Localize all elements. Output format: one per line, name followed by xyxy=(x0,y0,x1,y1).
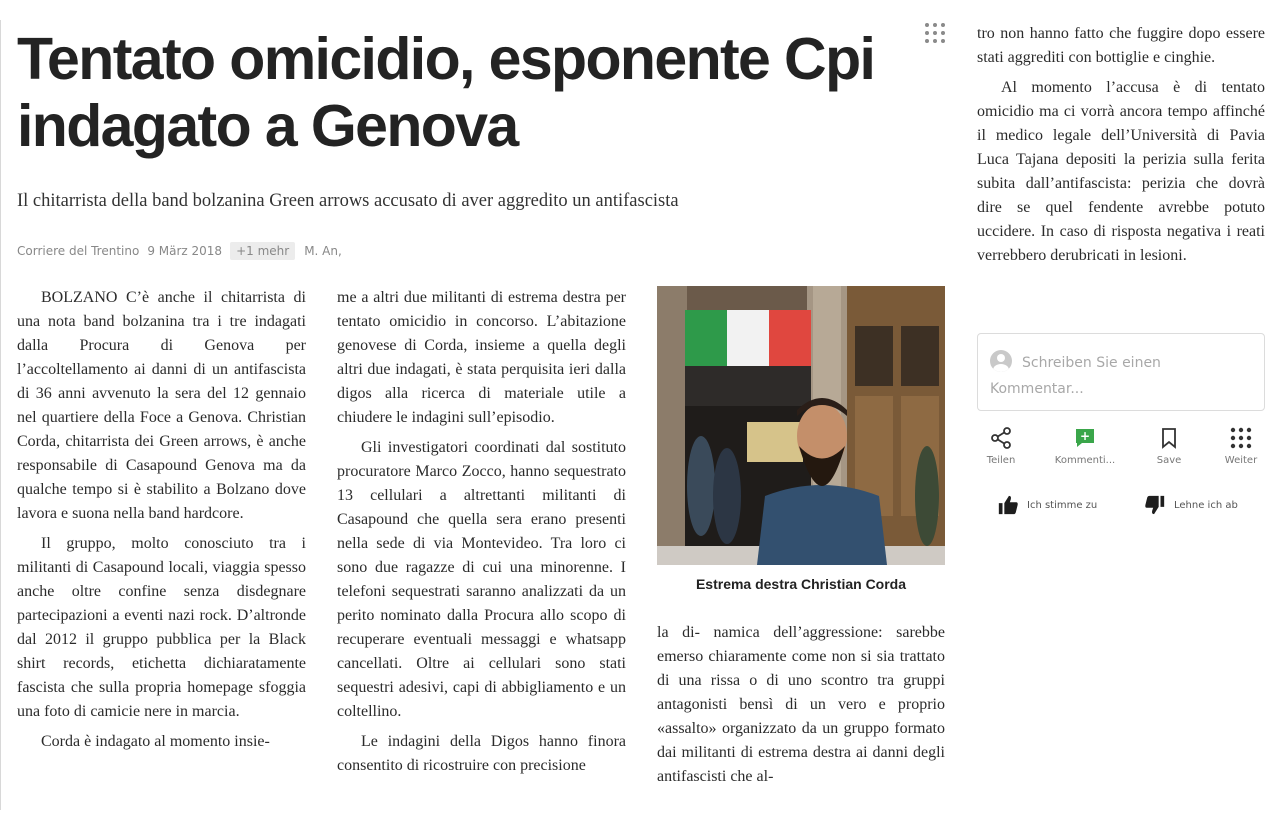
paragraph: BOLZANO C’è anche il chitarrista di una nota band bolzanina tra i tre indagati dalla Procura di Genova per l’accoltellamento ai danni di un antifascista di 36 anni avvenuto la sera del 12 gennaio nel quartiere della Foce a Genova. Christian Corda, chitarrista dei Green arrows, è anche responsabile di Casapound Genova ma da qualche tempo si è stabilito a Bolzano dove lavora e suona nella band hardcore. xyxy=(17,289,306,522)
paragraph: Gli investigatori coordinati dal sostituto procuratore Marco Zocco, hanno sequestrato 13 cellulari a altrettanti militanti di Casapound che quella sera erano presenti nella sede di via Montevideo. Tra loro ci sono due ragazze di cui una minorenne. I telefoni sequestrati saranno analizzati da un perito nominato dalla Procura allo scopo di recuperare eventuali messaggi e whatsapp cancellati. Oltre ai cellulari sono stati sequestri adesivi, capi di abbigliamento e un coltellino. xyxy=(337,439,626,720)
more-sources-button[interactable]: +1 mehr xyxy=(230,242,295,260)
author-name: M. An, xyxy=(304,244,342,258)
save-button[interactable] xyxy=(1135,426,1203,466)
article-column-1 xyxy=(17,286,306,760)
flag-green xyxy=(685,310,727,366)
comments-label: Kommenti... xyxy=(1054,455,1116,466)
agree-label: Ich stimme zu xyxy=(1027,499,1098,511)
photo-caption: Estrema destra Christian Corda xyxy=(695,576,907,592)
save-label: Save xyxy=(1156,455,1182,466)
flag-white xyxy=(727,310,769,366)
comment-plus-icon xyxy=(1073,426,1097,450)
thumbs-down-icon xyxy=(1144,494,1166,516)
comments-button[interactable] xyxy=(1051,426,1119,466)
photo-illustration xyxy=(657,286,945,565)
share-icon xyxy=(989,426,1013,450)
action-bar xyxy=(977,426,1265,472)
grid-more-icon xyxy=(1229,426,1253,450)
paragraph: me a altri due militanti di estrema destra per tentato omicidio in concorso. L’abitazione genovese di Corda, insieme a quella degli altri due indagati, è stata perquisita ieri dalla digos alla ricerca di materiale utile a chiudere le indagini sull’episodio. xyxy=(337,289,626,426)
paragraph: Al momento l’accusa è di tentato omicidio ma ci vorrà ancora tempo affinché il medico legale dell’Università di Pavia Luca Tajana depositi la perizia sulla ferita subita dall’antifascista: perizia che dovrà dire se quel fendente avrebbe potuto uccidere. In caso di risposta negativa i reati verrebbero derubricati in lesioni. xyxy=(977,79,1265,264)
article-subtitle: Il chitarrista della band bolzanina Green arrows accusato di aver aggredito un antifascista xyxy=(17,191,679,211)
more-button[interactable] xyxy=(1207,426,1267,466)
paragraph: Il gruppo, molto conosciuto tra i militanti di Casapound locali, viaggia spesso anche oltre confine senza disdegnare partecipazioni a eventi nazi rock. D’altronde dal 2012 il gruppo pubblica per la Black shirt records, etichetta dichiaratamente fascista che sulla propria homepage sfoggia una foto di camicie nere in marcia. xyxy=(17,535,306,720)
flag-red xyxy=(769,310,811,366)
more-label: Weiter xyxy=(1224,455,1258,466)
comments-count: + xyxy=(1079,429,1091,443)
comment-input[interactable] xyxy=(977,333,1265,411)
comment-placeholder: Schreiben Sie einen Kommentar... xyxy=(990,355,1161,397)
article-meta xyxy=(17,241,350,261)
article-photo[interactable] xyxy=(657,286,945,565)
paragraph: la di- namica dell’aggressione: sarebbe emerso chiaramente come non si sia trattato di una rissa o di uno scontro tra gruppi antagonisti bensì di un vero e proprio «assalto» organizzato da un gruppo formato dai militanti di estrema destra ai danni degli antifascisti che al- xyxy=(657,624,945,785)
article-column-3 xyxy=(657,621,945,795)
article-title: Tentato omicidio, esponente Cpi indagato a Genova xyxy=(17,26,875,159)
disagree-label: Lehne ich ab xyxy=(1174,499,1238,511)
publish-date: 9 März 2018 xyxy=(147,244,223,258)
drag-grid-icon[interactable] xyxy=(924,22,946,44)
disagree-button[interactable] xyxy=(1144,494,1238,516)
thumbs-up-icon xyxy=(997,494,1019,516)
paragraph: tro non hanno fatto che fuggire dopo essere stati aggrediti con bottiglie e cinghie. xyxy=(977,25,1265,66)
source-name[interactable]: Corriere del Trentino xyxy=(17,244,140,258)
paragraph: Le indagini della Digos hanno finora consentito di ricostruire con precisione xyxy=(337,733,626,774)
share-button[interactable] xyxy=(967,426,1035,466)
article-column-2 xyxy=(337,286,626,784)
share-label: Teilen xyxy=(986,455,1016,466)
agree-button[interactable] xyxy=(997,494,1097,516)
article-column-4 xyxy=(977,22,1265,274)
bookmark-icon xyxy=(1157,426,1181,450)
page-left-border xyxy=(0,20,1,810)
paragraph: Corda è indagato al momento insie- xyxy=(41,733,270,750)
